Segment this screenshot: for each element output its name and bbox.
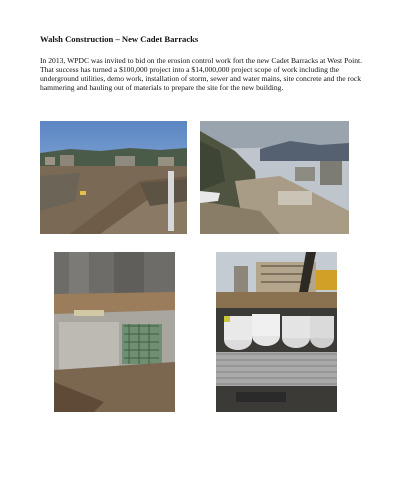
storm-pipes-photo — [216, 252, 337, 412]
document-title: Walsh Construction – New Cadet Barracks — [40, 34, 199, 44]
rock-slope-site-photo — [200, 121, 349, 234]
document-paragraph: In 2013, WPDC was invited to bid on the erosion control work fort the new Cadet Barracks at West Point. That success has turned a $100,000 project into a $14,000,000 project scope of work including the underground utilities, demo work, installation of storm, sewer and water mains, site concrete and the rock hammering and hauling out of materials to prepare the site for the new building. — [40, 56, 362, 92]
hillside-excavation-photo — [40, 121, 187, 234]
concrete-vault-photo — [54, 252, 175, 412]
